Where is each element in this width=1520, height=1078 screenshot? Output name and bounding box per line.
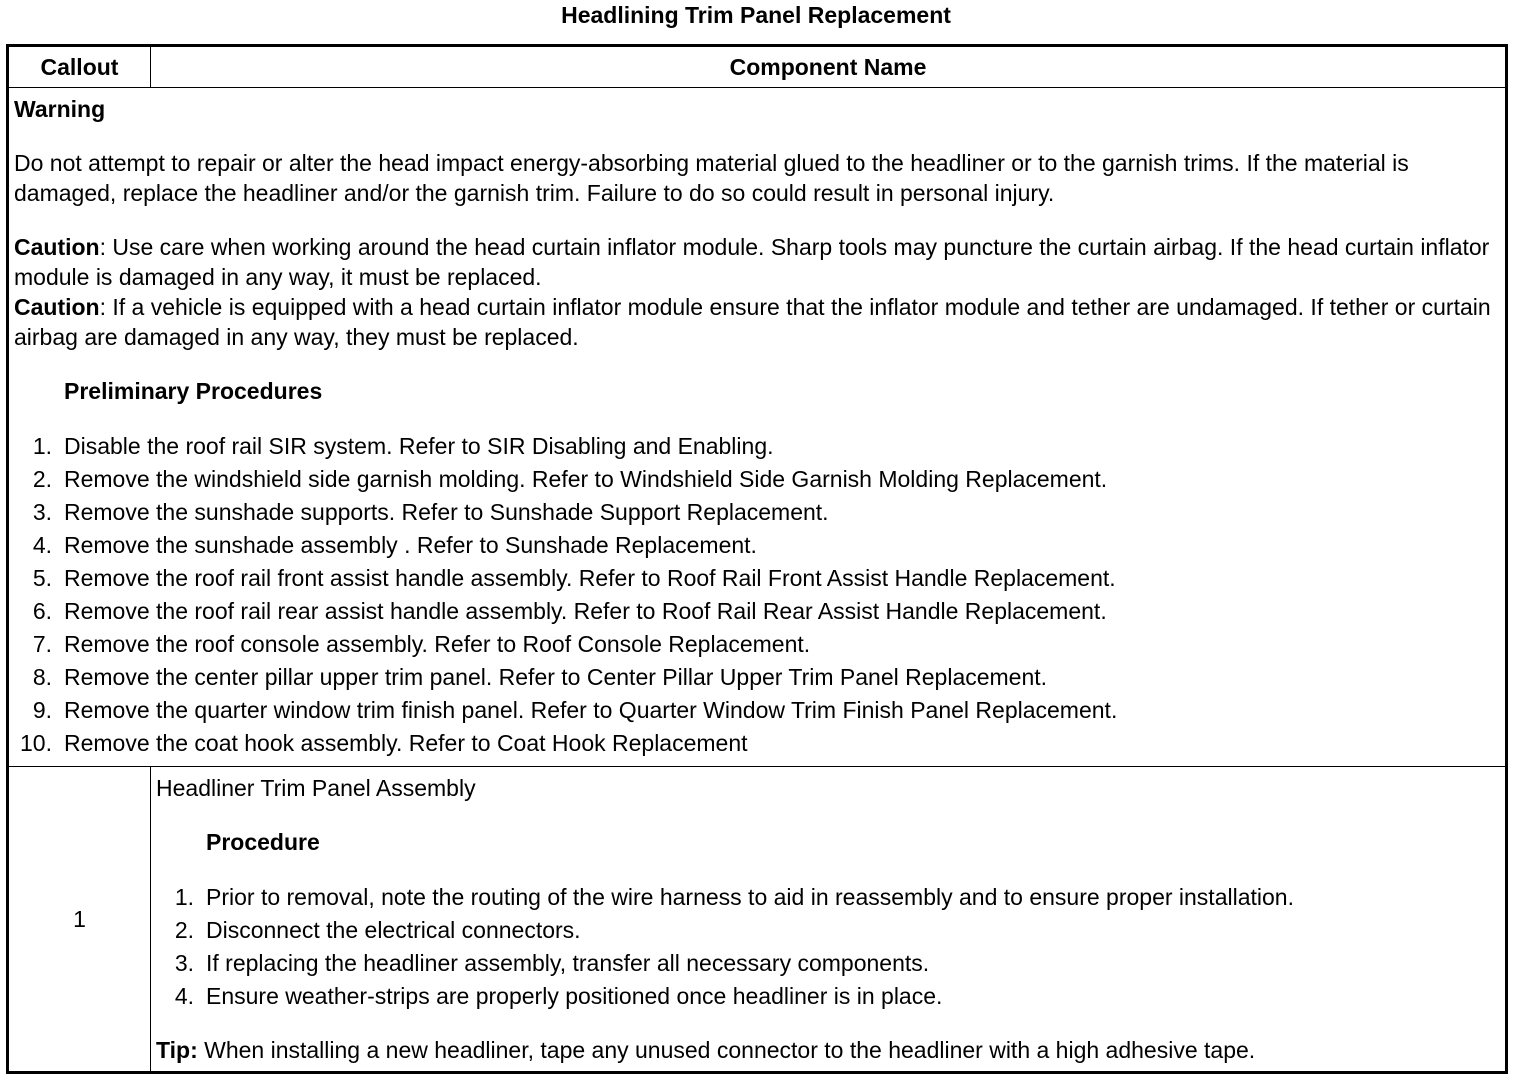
- step-text: Remove the center pillar upper trim panel. Refer to Center Pillar Upper Trim Panel Replacement.: [64, 664, 1048, 690]
- list-item: [14, 496, 1501, 529]
- step-text: Disable the roof rail SIR system. Refer to SIR Disabling and Enabling.: [64, 433, 774, 459]
- step-text: Disconnect the electrical connectors.: [206, 917, 581, 943]
- step-text: Remove the windshield side garnish molding. Refer to Windshield Side Garnish Molding Replacement.: [64, 466, 1108, 492]
- caution-2-text: : If a vehicle is equipped with a head curtain inflator module ensure that the inflator module and tether are undamaged. If tether or curtain airbag are damaged in any way, they must be replaced.: [14, 294, 1491, 350]
- caution-2-label: Caution: [14, 294, 100, 320]
- list-item: [14, 529, 1501, 562]
- warning-title: Warning: [14, 96, 106, 122]
- caution-2: [14, 292, 1501, 352]
- preliminary-heading: Preliminary Procedures: [64, 378, 323, 404]
- list-item: [14, 727, 1501, 760]
- component-cell: [151, 767, 1507, 1073]
- step-text: Remove the sunshade assembly . Refer to Sunshade Replacement.: [64, 532, 757, 558]
- step-text: Remove the quarter window trim finish panel. Refer to Quarter Window Trim Finish Panel Replacement.: [64, 697, 1118, 723]
- procedure-heading: Procedure: [206, 829, 320, 855]
- component-name: Headliner Trim Panel Assembly: [156, 775, 476, 801]
- step-number: 8.: [32, 664, 52, 690]
- step-number: 4.: [32, 532, 52, 558]
- tip: [156, 1035, 1501, 1065]
- step-text: Remove the roof console assembly. Refer to Roof Console Replacement.: [64, 631, 811, 657]
- step-text: Remove the roof rail front assist handle assembly. Refer to Roof Rail Front Assist Handle Replacement.: [64, 565, 1116, 591]
- list-item: [156, 914, 1501, 947]
- step-number: 5.: [32, 565, 52, 591]
- list-item: [14, 628, 1501, 661]
- step-number: 1.: [174, 884, 194, 910]
- step-text: If replacing the headliner assembly, transfer all necessary components.: [206, 950, 930, 976]
- notes-row: [8, 88, 1507, 767]
- step-number: 1.: [32, 433, 52, 459]
- tip-text: When installing a new headliner, tape any unused connector to the headliner with a high adhesive tape.: [197, 1037, 1256, 1063]
- header-component-name: Component Name: [151, 46, 1507, 88]
- step-number: 7.: [32, 631, 52, 657]
- caution-1: [14, 232, 1501, 292]
- step-number: 4.: [174, 983, 194, 1009]
- table-row: [8, 767, 1507, 1073]
- step-number: 9.: [32, 697, 52, 723]
- step-text: Ensure weather-strips are properly positioned once headliner is in place.: [206, 983, 943, 1009]
- header-callout: Callout: [8, 46, 151, 88]
- header-row: [8, 46, 1507, 88]
- caution-1-text: : Use care when working around the head curtain inflator module. Sharp tools may puncture the curtain airbag. If the head curtain inflator module is damaged in any way, it must be replaced.: [14, 234, 1490, 290]
- list-item: [156, 881, 1501, 914]
- preliminary-steps: [14, 430, 1501, 760]
- step-text: Remove the sunshade supports. Refer to Sunshade Support Replacement.: [64, 499, 829, 525]
- list-item: [14, 430, 1501, 463]
- list-item: [156, 947, 1501, 980]
- list-item: [14, 562, 1501, 595]
- component-table: [6, 44, 1508, 1074]
- step-number: 10.: [20, 730, 52, 756]
- caution-1-label: Caution: [14, 234, 100, 260]
- step-text: Remove the roof rail rear assist handle assembly. Refer to Roof Rail Rear Assist Handle Replacement.: [64, 598, 1107, 624]
- list-item: [14, 595, 1501, 628]
- step-number: 2.: [32, 466, 52, 492]
- list-item: [156, 980, 1501, 1013]
- document-title: Headlining Trim Panel Replacement: [561, 2, 951, 28]
- procedure-steps: [156, 881, 1501, 1013]
- list-item: [14, 463, 1501, 496]
- tip-label: Tip:: [156, 1037, 198, 1063]
- callout-number: 1: [8, 767, 151, 1073]
- step-number: 6.: [32, 598, 52, 624]
- list-item: [14, 661, 1501, 694]
- step-text: Remove the coat hook assembly. Refer to Coat Hook Replacement: [64, 730, 748, 756]
- step-number: 2.: [174, 917, 194, 943]
- step-text: Prior to removal, note the routing of the wire harness to aid in reassembly and to ensure proper installation.: [206, 884, 1294, 910]
- step-number: 3.: [32, 499, 52, 525]
- notes-cell: [8, 88, 1507, 767]
- step-number: 3.: [174, 950, 194, 976]
- warning-text: Do not attempt to repair or alter the head impact energy-absorbing material glued to the headliner or to the garnish trims. If the material is damaged, replace the headliner and/or the garnish trim. Failure to do so could result in personal injury.: [14, 150, 1409, 206]
- list-item: [14, 694, 1501, 727]
